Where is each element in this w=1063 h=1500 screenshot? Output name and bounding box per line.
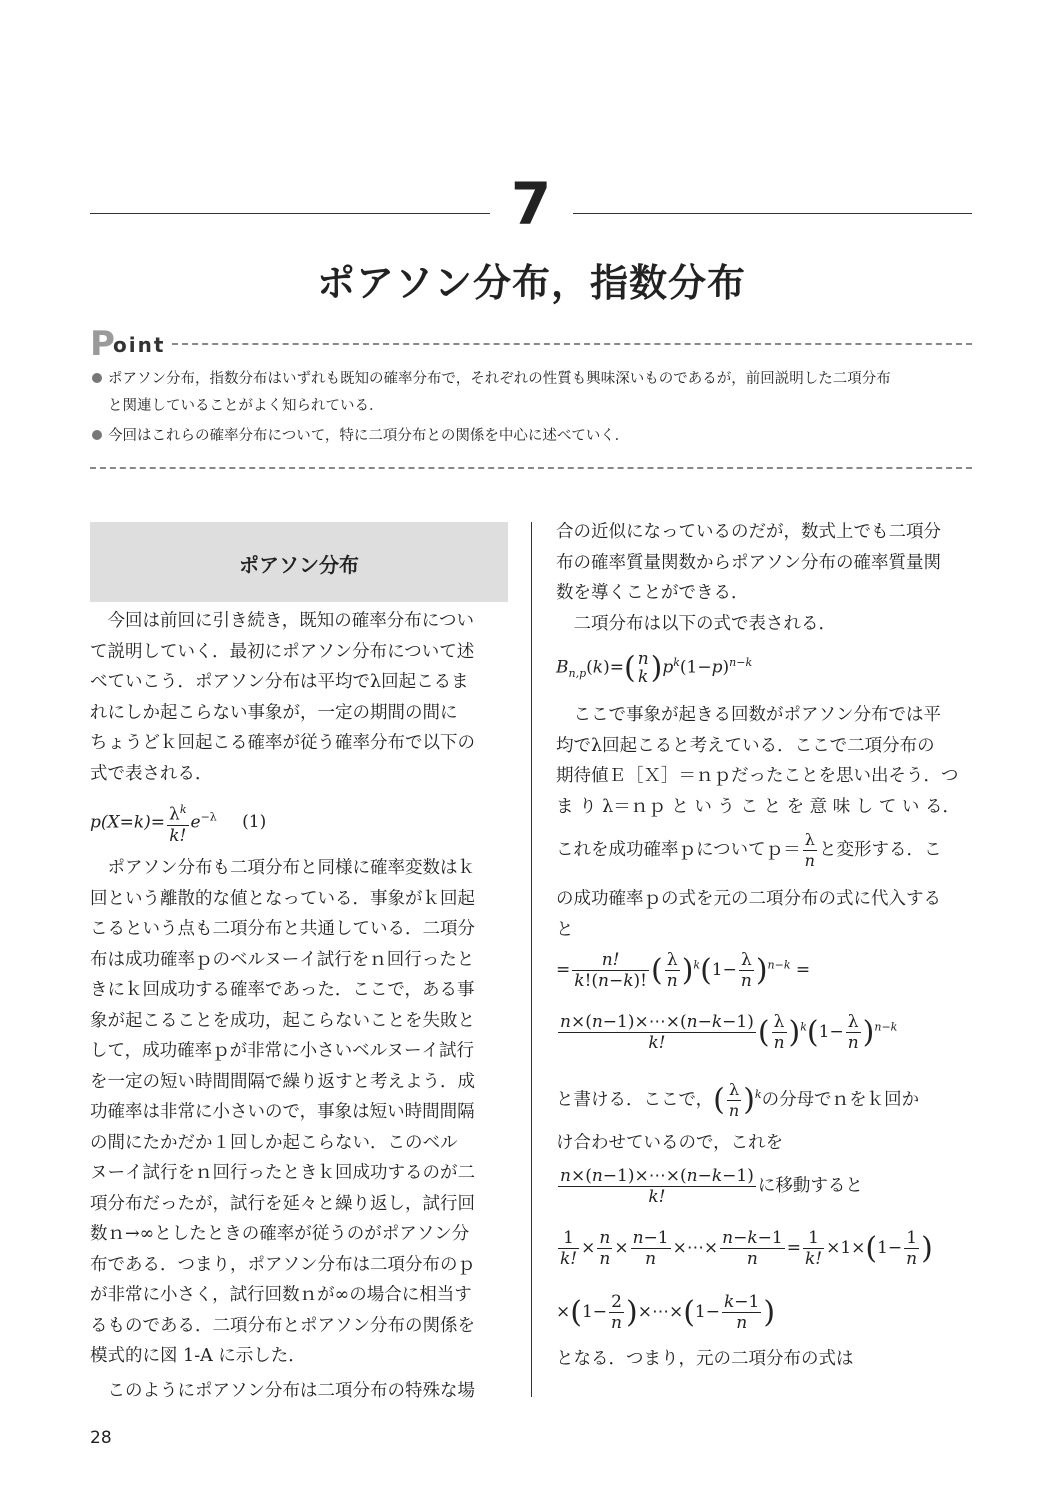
right-paragraph-5: と書ける．ここで，( $\frac{\lambda}{n}$ )$^k$の分母でｎをｋ回か: [556, 1080, 920, 1120]
point-initial: P: [90, 324, 115, 364]
left-paragraph-1: 今回は前回に引き続き，既知の確率分布につい て説明していく．最初にポアソン分布について述 べていこう．ポアソン分布は平均でλ回起こるま れにしか起こらない事象が，一定の期間の間に ちょうどｋ回起こる確率が従う確率分布で以下の 式で表される．: [90, 611, 475, 784]
right-paragraph-4: の成功確率ｐの式を元の二項分布の式に代入する と: [556, 889, 941, 940]
right-paragraph-6: け合わせているので，これを: [556, 1133, 784, 1153]
page-number: 28: [90, 1428, 112, 1448]
right-paragraph-1: 合の近似になっているのだが，数式上でも二項分 布の確率質量関数からポアソン分布の確率質量関 数を導くことができる． 二項分布は以下の式で表される．: [556, 522, 941, 634]
section-title: ポアソン分布: [239, 553, 359, 577]
section-heading-box: [90, 522, 508, 602]
right-paragraph-8: となる．つまり，元の二項分布の式は: [556, 1349, 854, 1369]
right-paragraph-2: ここで事象が起きる回数がポアソン分布では平 均でλ回起こると考えている．ここで二項分布の 期待値Ｅ［Ｘ］＝ｎｐだったことを思い出そう．つ ま り λ＝ｎｐ と い う こ と を 意 味 し て い る．: [556, 705, 960, 817]
equation-substitution-1: = $\frac{n!}{k!(n-k)!}$ ( $\frac{\lambda}{n}$ )$^k$(1− $\frac{\lambda}{n}$ )$^{n-k}$ =: [556, 950, 811, 991]
point-bullet-2: 今回はこれらの確率分布について，特に二項分布との関係を中心に述べていく．: [92, 423, 629, 450]
equation-expansion-1: $\frac{1}{k!}$ × $\frac{n}{n}$ × $\frac{n-1}{n}$ ×⋯× $\frac{n-k-1}{n}$ = $\frac{1}{k!}$ ×1×(1− $\frac{1}{n}$ ): [560, 1228, 933, 1269]
point-bullet-1: ポアソン分布，指数分布はいずれも既知の確率分布で，それぞれの性質も興味深いものであるが，前回説明した二項分布 と関連していることがよく知られている．: [92, 366, 891, 420]
point-top-dash: [172, 343, 972, 345]
bullet-dot-icon: [92, 373, 102, 383]
chapter-title: ポアソン分布，指数分布: [316, 261, 746, 305]
equation-substitution-2: $\frac{n\times(n-1)\times\cdots\times(n-k-1)}{k!}$ ( $\frac{\lambda}{n}$ )$^k$(1− $\frac{\lambda}{n}$ )$^{n-k}$: [560, 1012, 898, 1053]
equation-1: p(X=k)= $\frac{\lambda^k}{k!}$ $e^{-\lambda}$ (1): [90, 800, 266, 846]
column-divider: [531, 522, 532, 1397]
point-bottom-dash: [90, 467, 972, 469]
bullet-dot-icon: [92, 430, 102, 440]
header-rule-right: [573, 213, 972, 214]
binomial-equation: $B_{n,p}(k)=$( n k )$p^k(1-p)^{n-k}$: [556, 649, 753, 687]
equation-label: (1): [242, 812, 267, 833]
header-rule-left: [90, 213, 490, 214]
chapter-number: 7: [510, 170, 552, 238]
point-label: oint: [113, 333, 166, 357]
right-paragraph-7: $\frac{n\times(n-1)\times\cdots\times(n-k-1)}{k!}$ に移動すると: [560, 1166, 863, 1207]
left-paragraph-2: ポアソン分布も二項分布と同様に確率変数はｋ 回という離散的な値となっている．事象がｋ回起 こるという点も二項分布と共通している．二項分 布は成功確率ｐのベルヌーイ試行をｎ回行ったと きにｋ回成功する確率であった．ここで，ある事 象が起こることを成功，起こらないことを失敗と して，成功確率ｐが非常に小さいベルヌーイ試行 を一定の短い時間間隔で繰り返すと考えよう．成 功確率は非常に小さいので，事象は短い時間間隔 の間にたかだか１回しか起こらない．このベル ヌーイ試行をｎ回行ったときｋ回成功するのが二 項分布だったが，試行を延々と繰り返し，試行回 数ｎ→∞としたときの確率が従うのがポアソン分 布である．つまり，ポアソン分布は二項分布のｐ が非常に小さく，試行回数ｎが∞の場合に相当す るものである．二項分布とポアソン分布の関係を 模式的に図 1-A に示した．: [90, 858, 475, 1366]
left-paragraph-3: このようにポアソン分布は二項分布の特殊な場: [90, 1381, 475, 1401]
right-paragraph-3: これを成功確率ｐについてｐ＝ $\frac{\lambda}{n}$ と変形する．こ: [556, 830, 942, 870]
equation-expansion-2: ×(1− $\frac{2}{n}$ )×⋯×(1− $\frac{k-1}{n}$ ): [556, 1292, 776, 1333]
